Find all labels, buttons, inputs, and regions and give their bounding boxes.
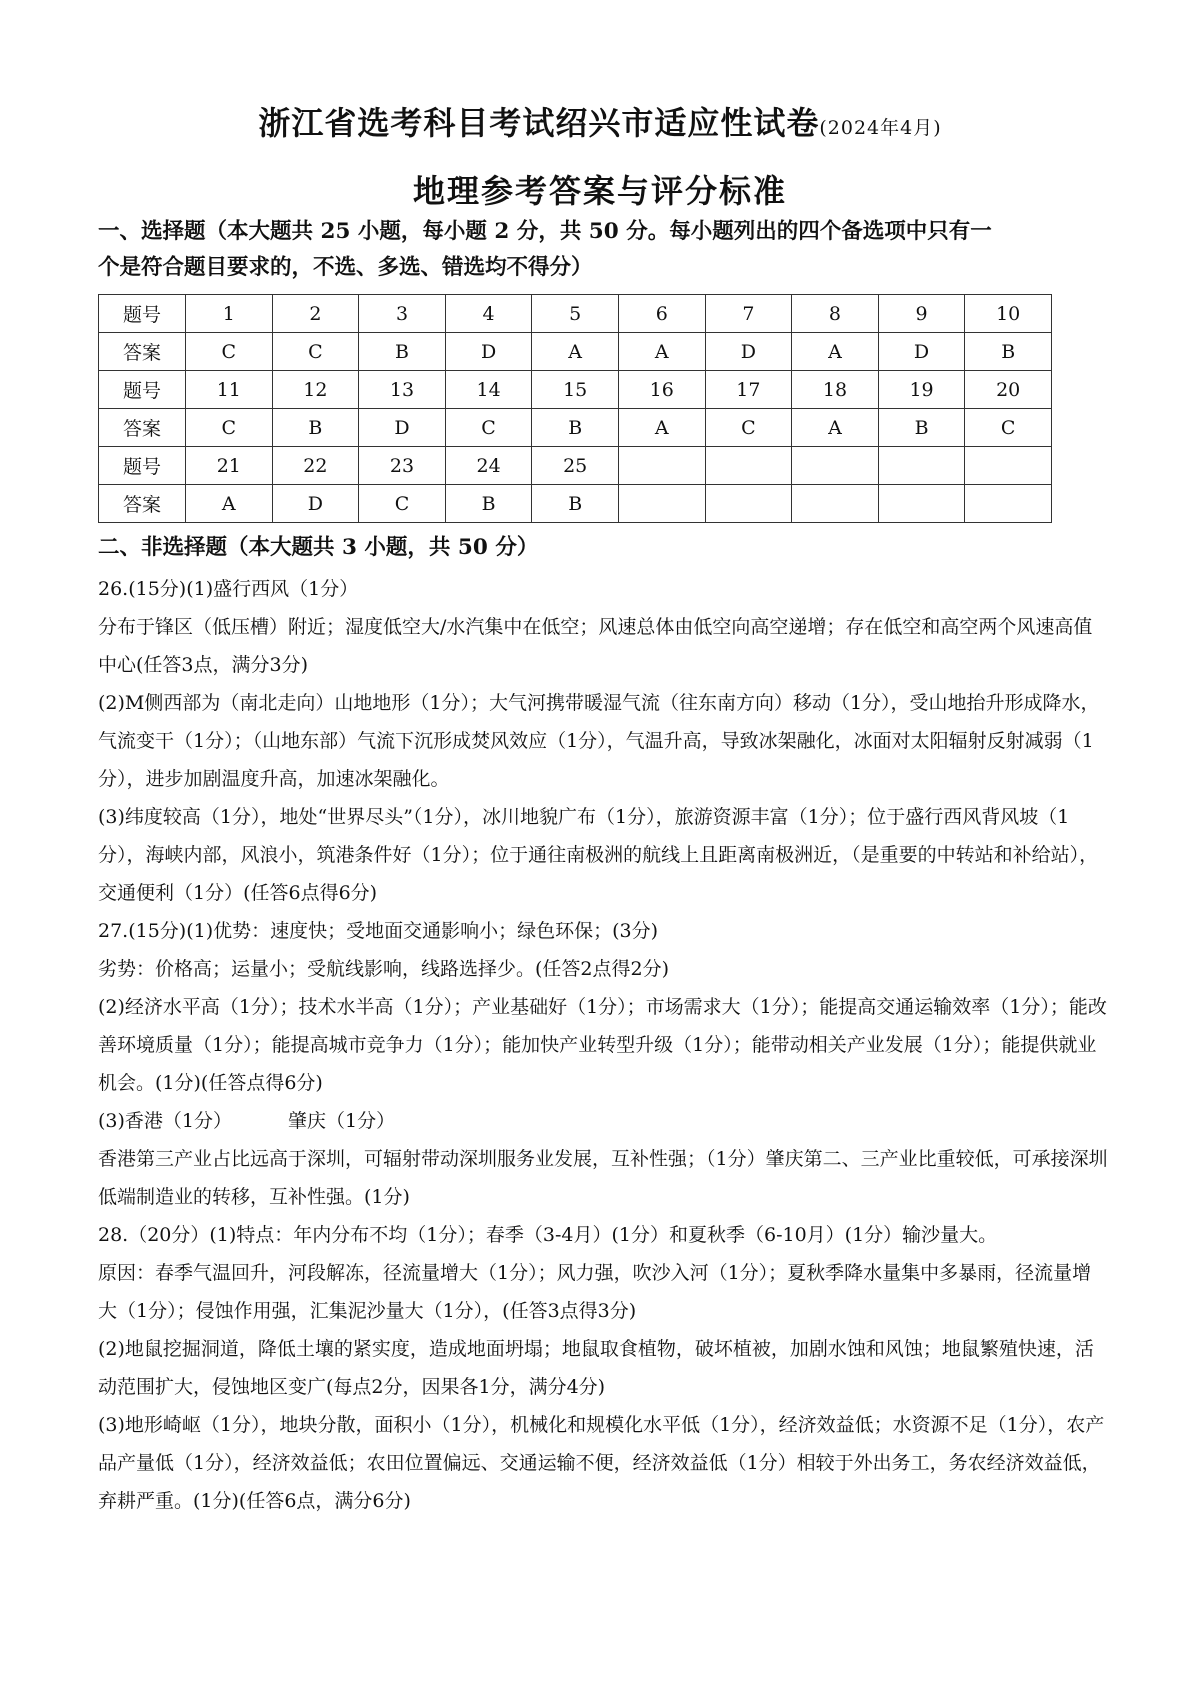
- title-text: 浙江省选考科目考试绍兴市适应性试卷: [258, 104, 820, 142]
- table-cell: 24: [445, 447, 532, 485]
- table-cell: 1: [186, 295, 273, 333]
- table-cell: 21: [186, 447, 273, 485]
- title-date: (2024年4月): [819, 117, 942, 139]
- answer-paragraph: 分布于锋区（低压槽）附近；湿度低空大/水汽集中在低空；风速总体由低空向高空递增；存在低空和高空两个风速高值中心(任答3点，满分3分): [98, 616, 1093, 676]
- table-cell: C: [359, 485, 446, 523]
- table-cell: B: [272, 409, 359, 447]
- table-cell: [792, 447, 879, 485]
- table-cell: 2: [272, 295, 359, 333]
- table-cell: B: [359, 333, 446, 371]
- answer-zhaoqing: 肇庆（1分）: [288, 1110, 396, 1132]
- table-cell: B: [532, 485, 619, 523]
- table-cell: [878, 485, 965, 523]
- table-cell: C: [965, 409, 1052, 447]
- table-cell: 7: [705, 295, 792, 333]
- table-cell: C: [445, 409, 532, 447]
- answer-table: [98, 294, 1052, 523]
- answer-label: 答案: [99, 409, 186, 447]
- table-cell: 6: [618, 295, 705, 333]
- table-cell: C: [186, 333, 273, 371]
- answer-paragraph: 26.(15分)(1)盛行西风（1分）: [98, 578, 359, 600]
- table-cell: [965, 485, 1052, 523]
- answer-paragraph: (2)地鼠挖掘洞道，降低土壤的紧实度，造成地面坍塌；地鼠取食植物，破坏植被，加剧水蚀和风蚀；地鼠繁殖快速，活动范围扩大，侵蚀地区变广(每点2分，因果各1分，满分4分): [98, 1338, 1094, 1398]
- table-cell: 18: [792, 371, 879, 409]
- table-cell: 4: [445, 295, 532, 333]
- table-cell: 17: [705, 371, 792, 409]
- answer-paragraph: (2)经济水平高（1分）；技术水半高（1分）；产业基础好（1分）；市场需求大（1分）；能提高交通运输效率（1分）；能改善环境质量（1分）；能提高城市竞争力（1分）；能加快产业转型升级（1分）；能带动相关产业发展（1分）；能提供就业机会。(1分)(任答点得6分): [98, 996, 1107, 1094]
- answer-paragraph: (3)地形崎岖（1分），地块分散，面积小（1分），机械化和规模化水平低（1分），经济效益低；水资源不足（1分），农产品产量低（1分），经济效益低；农田位置偏远、交通运输不便，经济效益低（1分）相较于外出务工，务农经济效益低，弃耕严重。(1分)(任答6点，满分6分): [98, 1414, 1105, 1512]
- table-cell: [705, 447, 792, 485]
- answer-paragraph: 27.(15分)(1)优势：速度快；受地面交通影响小；绿色环保；(3分): [98, 920, 659, 942]
- table-cell: [965, 447, 1052, 485]
- table-cell: B: [532, 409, 619, 447]
- table-cell: [878, 447, 965, 485]
- table-cell: 9: [878, 295, 965, 333]
- table-cell: 8: [792, 295, 879, 333]
- table-cell: C: [186, 409, 273, 447]
- answer-paragraph: 香港第三产业占比远高于深圳，可辐射带动深圳服务业发展，互补性强；（1分）肇庆第二、三产业比重较低，可承接深圳低端制造业的转移，互补性强。(1分): [98, 1148, 1108, 1208]
- table-row: [99, 485, 1052, 523]
- table-row: [99, 447, 1052, 485]
- answer-paragraph: (2)M侧西部为（南北走向）山地地形（1分）；大气河携带暖湿气流（往东南方向）移动（1分），受山地抬升形成降水，气流变干（1分）；（山地东部）气流下沉形成焚风效应（1分），气温升高，导致冰架融化，冰面对太阳辐射反射减弱（1分），进步加剧温度升高，加速冰架融化。: [98, 692, 1100, 790]
- table-row: [99, 371, 1052, 409]
- table-cell: [618, 447, 705, 485]
- table-cell: 20: [965, 371, 1052, 409]
- table-cell: 11: [186, 371, 273, 409]
- document-title: [0, 98, 1200, 144]
- table-cell: B: [965, 333, 1052, 371]
- table-cell: A: [186, 485, 273, 523]
- table-row: [99, 295, 1052, 333]
- table-cell: A: [792, 409, 879, 447]
- table-cell: 5: [532, 295, 619, 333]
- table-cell: 25: [532, 447, 619, 485]
- answer-paragraph: 原因：春季气温回升，河段解冻，径流量增大（1分）；风力强，吹沙入河（1分）；夏秋季降水量集中多暴雨，径流量增大（1分）；侵蚀作用强，汇集泥沙量大（1分），(任答3点得3分): [98, 1262, 1092, 1322]
- question-label: 题号: [99, 447, 186, 485]
- table-cell: C: [705, 409, 792, 447]
- question-label: 题号: [99, 295, 186, 333]
- table-cell: D: [878, 333, 965, 371]
- table-cell: 10: [965, 295, 1052, 333]
- answer-paragraph: (3)纬度较高（1分），地处“世界尽头”（1分），冰川地貌广布（1分），旅游资源丰富（1分）；位于盛行西风背风坡（1分），海峡内部，风浪小，筑港条件好（1分）；位于通往南极洲的航线上且距离南极洲近，（是重要的中转站和补给站），交通便利（1分）(任答6点得6分): [98, 806, 1099, 904]
- answer-text: [98, 570, 1110, 1520]
- question-label: 题号: [99, 371, 186, 409]
- table-cell: A: [618, 409, 705, 447]
- section-1-line-2: 个是符合题目要求的，不选、多选、错选均不得分）: [98, 255, 593, 280]
- section-2-heading: 二、非选择题（本大题共 3 小题，共 50 分）: [98, 535, 539, 560]
- table-row: [99, 333, 1052, 371]
- answer-hong-kong: (3)香港（1分）: [98, 1110, 233, 1132]
- answer-paragraph: 28.（20分）(1)特点：年内分布不均（1分）；春季（3-4月）(1分）和夏秋季（6-10月）(1分）输沙量大。: [98, 1224, 998, 1246]
- table-cell: 14: [445, 371, 532, 409]
- table-cell: 16: [618, 371, 705, 409]
- document-subtitle: 地理参考答案与评分标准: [412, 172, 787, 210]
- table-row: [99, 409, 1052, 447]
- table-cell: 19: [878, 371, 965, 409]
- answer-label: 答案: [99, 333, 186, 371]
- table-cell: B: [878, 409, 965, 447]
- section-1-line-1: 一、选择题（本大题共 25 小题，每小题 2 分，共 50 分。每小题列出的四个备选项中只有一: [98, 219, 992, 244]
- table-cell: B: [445, 485, 532, 523]
- table-cell: [705, 485, 792, 523]
- table-cell: 3: [359, 295, 446, 333]
- table-cell: C: [272, 333, 359, 371]
- table-cell: D: [359, 409, 446, 447]
- table-cell: A: [792, 333, 879, 371]
- table-cell: D: [705, 333, 792, 371]
- section-1-heading: [98, 214, 1118, 286]
- table-cell: 15: [532, 371, 619, 409]
- table-cell: 22: [272, 447, 359, 485]
- answer-label: 答案: [99, 485, 186, 523]
- table-cell: 23: [359, 447, 446, 485]
- table-cell: [618, 485, 705, 523]
- table-cell: D: [272, 485, 359, 523]
- table-cell: A: [618, 333, 705, 371]
- table-cell: D: [445, 333, 532, 371]
- table-cell: 12: [272, 371, 359, 409]
- table-cell: 13: [359, 371, 446, 409]
- answer-paragraph: 劣势：价格高；运量小；受航线影响，线路选择少。(任答2点得2分): [98, 958, 670, 980]
- table-cell: [792, 485, 879, 523]
- table-cell: A: [532, 333, 619, 371]
- answer-paragraph: [98, 1102, 1110, 1140]
